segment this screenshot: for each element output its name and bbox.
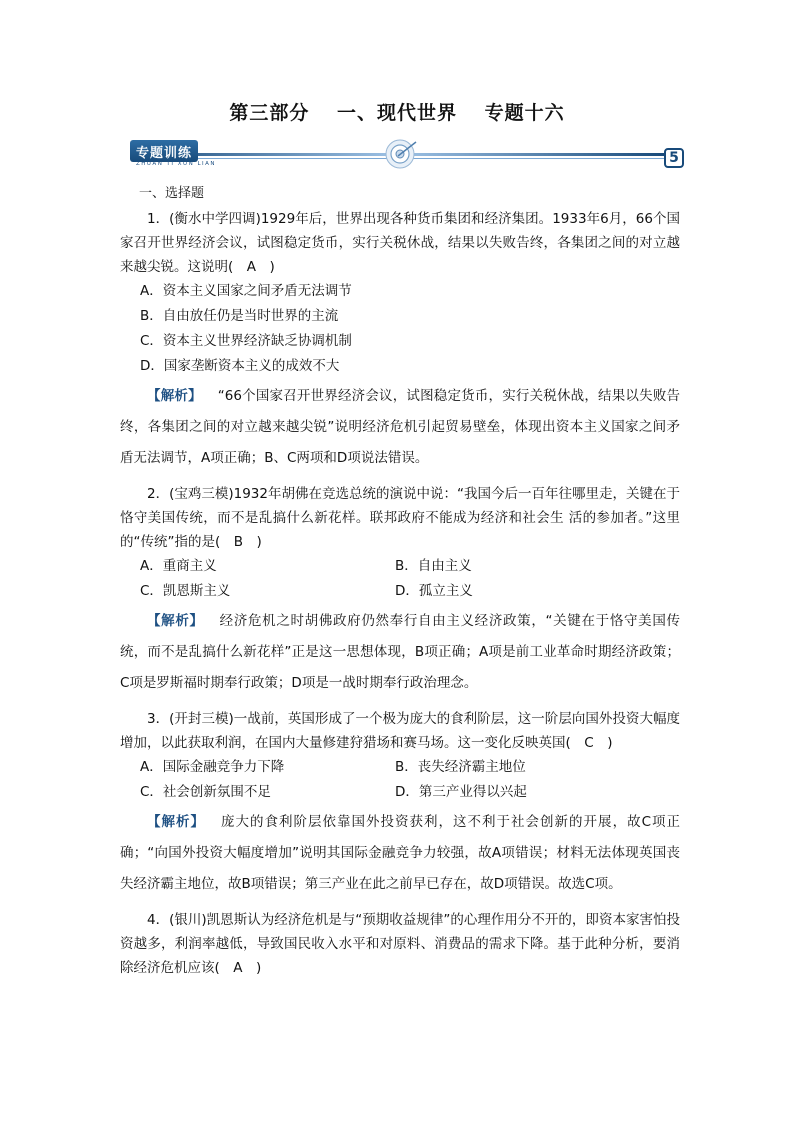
title-part: 第三部分	[229, 102, 310, 124]
page-title	[0, 98, 794, 125]
option: B．自由放任仍是当时世界的主流	[140, 308, 339, 324]
target-icon	[386, 140, 416, 168]
question-stem: 1．(衡水中学四调)1929年后，世界出现各种货币集团和经济集团。1933年6月，66个国家召开世界经济会议，试图稳定货币，实行关税休战，结果以失败告终，各集团之间的对立越来越尖锐。这说明( A )	[120, 211, 680, 275]
banner-decoration	[130, 136, 690, 176]
explanation-text: 经济危机之时胡佛政府仍然奉行自由主义经济政策，“关键在于恪守美国传统，而不是乱搞什么新花样”正是这一思想体现，B项正确；A项是前工业革命时期经济政策；C项是罗斯福时期奉行政策；D项是一战时期奉行政治理念。	[120, 613, 680, 691]
option: A．资本主义国家之间矛盾无法调节	[140, 283, 352, 299]
explanation	[120, 606, 680, 699]
title-section: 一、现代世界	[336, 102, 457, 124]
page-number: 5	[664, 148, 684, 168]
option: C．社会创新氛围不足	[140, 784, 271, 800]
option: B．自由主义	[395, 558, 472, 574]
question-stem: 4．(银川)凯恩斯认为经济危机是与“预期收益规律”的心理作用分不开的，即资本家害怕投资越多，利润率越低，导致国民收入水平和对原料、消费品的需求下降。基于此种分析，要消除经济危机应该( A )	[120, 912, 680, 976]
option: C．凯恩斯主义	[140, 583, 231, 599]
title-topic: 专题十六	[484, 102, 565, 124]
explanation	[120, 381, 680, 474]
option-row	[120, 755, 680, 780]
content	[120, 182, 680, 980]
explanation-text: 庞大的食利阶层依靠国外投资获利，这不利于社会创新的开展，故C项正确；“向国外投资大幅度增加”说明其国际金融竞争力较强，故A项错误；材料无法体现英国丧失经济霸主地位，故B项错误；第三产业在此之前早已存在，故D项错误。故选C项。	[120, 814, 680, 892]
badge-pinyin: ZHUAN TI XUN LIAN	[136, 161, 217, 167]
explanation	[120, 807, 680, 900]
badge-label: 专题训练	[130, 140, 198, 162]
option: D．第三产业得以兴起	[395, 784, 527, 800]
option-row	[120, 554, 680, 579]
option: D．国家垄断资本主义的成效不大	[140, 358, 340, 374]
option: D．孤立主义	[395, 583, 473, 599]
question-stem: 2．(宝鸡三模)1932年胡佛在竞选总统的演说中说：“我国今后一百年往哪里走，关键在于恪守美国传统，而不是乱搞什么新花样。联邦政府不能成为经济和社会生 活的参加者。”这里的“传统”指的是( B )	[120, 486, 680, 550]
question-stem: 3．(开封三模)一战前，英国形成了一个极为庞大的食利阶层，这一阶层向国外投资大幅度增加，以此获取利润，在国内大量修建狩猎场和赛马场。这一变化反映英国( C )	[120, 711, 680, 751]
badge	[130, 140, 217, 170]
explanation-tag: 【解析】	[147, 388, 202, 404]
explanation-tag: 【解析】	[147, 613, 204, 629]
option: B．丧失经济霸主地位	[395, 759, 526, 775]
explanation-text: “66个国家召开世界经济会议，试图稳定货币，实行关税休战，结果以失败告终，各集团之间的对立越来越尖锐”说明经济危机引起贸易壁垒，体现出资本主义国家之间矛盾无法调节，A项正确；B、C两项和D项说法错误。	[120, 388, 681, 466]
option: A．国际金融竞争力下降	[140, 759, 285, 775]
option-row	[120, 780, 680, 805]
option: C．资本主义世界经济缺乏协调机制	[140, 333, 352, 349]
explanation-tag: 【解析】	[147, 814, 206, 830]
option-row	[120, 579, 680, 604]
option: A．重商主义	[140, 558, 217, 574]
section-heading: 一、选择题	[139, 186, 205, 201]
